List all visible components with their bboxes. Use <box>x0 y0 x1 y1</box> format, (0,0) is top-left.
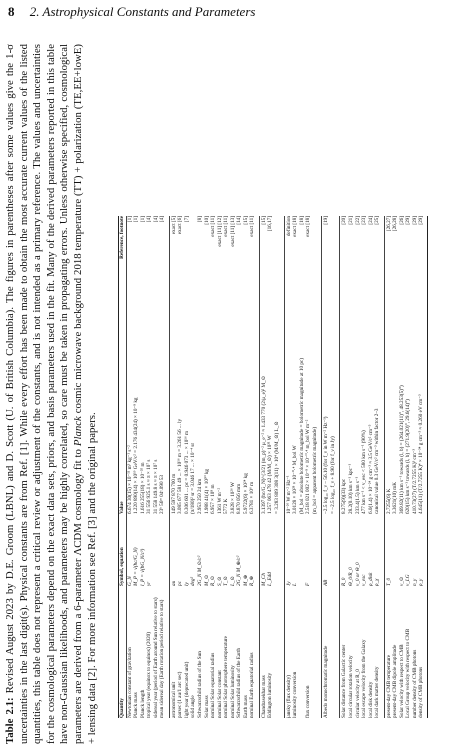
cell-quantity: local dark matter density <box>374 666 381 718</box>
cell-symbol <box>274 514 281 586</box>
cell-value: 6.0(1.4) × 10⁻²⁴ g cm⁻³ ≈ 3.5 GeV/c² cm⁻³ <box>367 424 374 514</box>
cell-value: 3.085 677 581 49 ... × 10¹⁶ m = 3.261 56 ... ly <box>177 418 184 514</box>
cell-reference: [15] <box>260 216 267 225</box>
cell-value: 0.306 601 ... pc = 0.946 073 ... × 10¹⁶ m <box>183 431 190 514</box>
cell-value: (M_bol = absolute bolometric magnitude = bolometric magnitude at 10 pc) <box>298 358 305 514</box>
cell-reference: [4] <box>159 216 166 223</box>
cell-symbol: 2G_N M_⊙/c² <box>197 555 204 586</box>
cell-reference: exact [6] <box>177 216 184 235</box>
cell-value: 5.9722(6) × 10²⁴ kg <box>242 473 249 514</box>
cell-symbol: F <box>305 582 312 586</box>
cell-reference: [24] <box>367 216 374 225</box>
table-row <box>330 216 337 718</box>
cell-value: canonical value 0.3 GeV/c² cm⁻³ within factor 2–3 <box>374 408 381 514</box>
cell-value: (m_bol = apparent bolometric magnitude) <box>311 426 318 514</box>
cell-reference <box>312 216 319 266</box>
cell-reference: [4] <box>152 216 159 223</box>
cell-symbol: yr <box>146 581 153 586</box>
cell-value: 28.2(0.10) km s⁻¹ kpc⁻¹ <box>347 463 354 514</box>
cell-reference: [16,17] <box>267 216 274 232</box>
cell-quantity: circular velocity at R_0 <box>354 669 361 718</box>
cell-value: 369.82(11) km s⁻¹ towards (l, b) = (264.021(11)°, 48.253(5)°) <box>398 385 405 514</box>
cell-symbol: T_⊙ <box>223 576 230 586</box>
cell-symbol: deg² <box>190 576 197 586</box>
table-group <box>169 216 256 718</box>
cell-symbol: R_0 <box>341 577 348 586</box>
cell-quantity: Solar distance from Galactic center <box>341 644 348 718</box>
cell-reference: [26,27] <box>385 216 392 232</box>
cell-quantity <box>330 586 337 718</box>
cell-symbol: L_Edd <box>267 572 274 586</box>
cell-reference: [20] <box>341 216 348 225</box>
cell-reference: [4] <box>146 216 153 223</box>
col-header-symbol: Symbol, equation <box>119 547 125 586</box>
cell-quantity: nominal Solar equatorial radius <box>210 652 217 718</box>
cell-quantity: sidereal year (period of Earth around Sun relative to stars) <box>152 597 159 718</box>
cell-symbol: au <box>170 580 177 586</box>
cell-reference: exact [18] <box>305 216 312 237</box>
cell-symbol: AB <box>323 579 330 586</box>
cell-reference <box>330 216 337 266</box>
cell-value: 233.4(1.5) km s⁻¹ <box>354 476 361 514</box>
cell-symbol: ly <box>183 582 190 586</box>
cell-quantity: Schwarzschild radius of the Earth <box>236 647 243 718</box>
cell-reference: [21] <box>347 216 354 225</box>
cell-symbol: R_⊕ <box>249 575 256 586</box>
cell-value: 10⁻²⁶ W m⁻² Hz⁻¹ <box>285 475 292 514</box>
cell-reference: exact [18] <box>292 216 299 237</box>
cell-quantity: solid angle <box>190 695 197 718</box>
cell-quantity <box>312 586 319 718</box>
cell-symbol: S_⊙ <box>216 576 223 586</box>
cell-reference: [25] <box>374 216 381 225</box>
cell-reference: [1] <box>139 216 146 223</box>
cell-quantity: tropical year (equinox to equinox) (2020) <box>146 632 153 718</box>
table-row <box>274 216 281 718</box>
cell-reference: [29] <box>405 216 412 225</box>
cell-symbol: M_P = √(ħc/G_N) <box>133 547 140 586</box>
cell-symbol: v_LG <box>405 574 412 586</box>
cell-quantity: flux conversion <box>305 685 312 718</box>
table-row <box>418 216 425 718</box>
col-header-reference: Reference, footnote <box>119 216 125 259</box>
cell-value: = −2.5 log₁₀ f_ν + 8.90 (for f_ν in Jy) <box>329 436 336 514</box>
cell-quantity: local circular rotation velocity <box>347 655 354 718</box>
col-header-value: Value <box>119 501 125 514</box>
cell-quantity: local disk density <box>367 681 374 718</box>
constants-table <box>118 216 428 718</box>
cell-quantity: nominal Solar luminosity <box>229 665 236 718</box>
cell-value: 2.953 250 24 km <box>197 478 204 514</box>
cell-quantity: mean sidereal day (Earth rotation period relative to stars) <box>159 599 166 718</box>
cell-quantity: astronomical unit <box>170 681 177 718</box>
cell-reference: exact [11] [12] <box>216 216 223 247</box>
cell-symbol <box>330 514 337 586</box>
cell-symbol: l_P = √(ħG_N/c³) <box>139 548 146 586</box>
table-row <box>249 216 256 718</box>
caption-text: Revised August 2023 by D.E. Groom (LBNL) and D. Scott (U. of British Columbia). The figures in parentheses after some values give the 1-σ uncertainties in the last digit(s). Physical constants are from Ref. [1]. While every effort has been made to obtain the most accurate current values of the listed quantities, this table does not represent a critical review or adjustment of the constants, and is not intended as a primary reference. The values and uncertainties for the cosmological parameters depend on the exact data sets, priors, and basis parameters used in the fit. Many of the derived parameters reported in this table have non-Gaussian likelihoods, and parameters may be highly correlated, so care must be taken in propagating errors. Unless otherwise specified, cosmological parameters are derived from a 6-parameter ΛCDM cosmology fit to <box>4 44 84 744</box>
cell-symbol: v_esc <box>361 574 368 586</box>
cell-value: 477 km s⁻¹ < v_esc < 580 km s⁻¹ (90%) <box>361 430 368 514</box>
cell-quantity: present-day CMB dipole amplitude <box>392 644 399 718</box>
cell-value: 1.988 41(4) × 10³⁰ kg <box>203 468 210 514</box>
cell-value: 8.275(9)(33) kpc <box>341 478 348 514</box>
cell-value: 410.73(27) (T/2.7255 K)³ cm⁻³ <box>411 448 418 514</box>
cell-reference: [19] <box>323 216 330 225</box>
table-group <box>127 216 166 718</box>
cell-value: 149 597 870 700 m <box>170 473 177 514</box>
cell-symbol: M_⊕ <box>242 574 249 586</box>
cell-value: (π/180)² sr = 3.046 17 ... × 10⁻⁴ sr <box>190 442 197 514</box>
cell-value: 5772 K <box>223 498 230 514</box>
cell-reference: [10] <box>203 216 210 225</box>
cell-quantity: jansky (flux density) <box>285 675 292 718</box>
cell-value: 8.870 056 mm <box>236 483 243 514</box>
cell-symbol: Θ_0/R_0 <box>347 567 354 586</box>
cell-value: 2.518 021 002 × 10⁻⁸ × 10⁻⁰·⁴ m_bol W m⁻² <box>305 419 312 514</box>
cell-reference: [1] <box>133 216 140 223</box>
table-group <box>284 216 319 718</box>
page-number: 8 <box>8 4 15 19</box>
col-header-quantity: Quantity <box>119 698 125 718</box>
cell-reference: [18] <box>298 216 305 225</box>
cell-reference: [7] <box>183 216 190 223</box>
cell-symbol: R_⊙ <box>210 575 217 586</box>
caption-planck: Planck <box>71 416 84 447</box>
cell-reference: [1] <box>126 216 133 223</box>
cell-quantity: Local Group velocity with respect to CMB <box>405 628 412 718</box>
cell-quantity: Eddington luminosity <box>267 672 274 718</box>
cell-quantity: Earth mass <box>242 695 249 718</box>
cell-symbol: v_0 or Θ_0 <box>354 562 361 586</box>
cell-value: 31 556 925.1 s ≈ π × 10⁷ s <box>146 459 153 514</box>
table-group <box>259 216 281 718</box>
cell-reference: exact [11] <box>249 216 256 237</box>
cell-quantity: Newtonian constant of gravitation <box>126 647 133 718</box>
cell-reference: exact [11] [13] <box>229 216 236 247</box>
cell-value: 3.3621(10) mK <box>392 482 399 514</box>
cell-value: 6.957 × 10⁸ m <box>210 484 217 514</box>
cell-value: 620(15) km s⁻¹ towards (l, b) = (271.9(20)°, 29.6(14)°) <box>405 399 412 514</box>
cell-value: 6.3781 × 10⁶ m <box>249 481 256 514</box>
cell-value: −2.5 log₁₀ f_ν − 56.10 (for f_ν in W m⁻² Hz⁻¹) <box>323 416 330 514</box>
cell-quantity: Solar velocity with respect to CMB <box>398 644 405 718</box>
cell-quantity: Planck mass <box>133 692 140 718</box>
cell-reference: [23] <box>361 216 368 225</box>
cell-quantity: present-day CMB temperature <box>385 654 392 718</box>
cell-reference: definition <box>285 216 292 237</box>
table-row <box>312 216 319 718</box>
cell-reference: exact [5] <box>170 216 177 235</box>
cell-reference: [8] <box>197 216 204 223</box>
cell-symbol: Jy <box>285 581 292 586</box>
cell-quantity: light year (deprecated unit) <box>183 661 190 718</box>
cell-value: = 3.283 809 308 3(11) × 10⁴ (M/M_⊙) L_⊙ <box>274 421 281 514</box>
cell-symbol <box>159 514 166 586</box>
caption-label: Table 2.1: <box>4 697 16 744</box>
cell-value: 6.674 30(15) × 10⁻¹¹ m³ kg⁻¹ s⁻² <box>126 445 133 514</box>
cell-reference: [26,28] <box>392 216 399 232</box>
cell-value: 3.1397 (h̄c/G_N)^{3/2} (m_p)⁻² μ_e⁻² ≈ 1.433 770 (2/μ_e)² M_⊙ <box>260 375 267 514</box>
cell-symbol: M_Ch <box>260 573 267 586</box>
cell-symbol: pc <box>177 581 184 586</box>
cell-quantity: Chandrasekhar mass <box>260 675 267 718</box>
cell-value: 2.7255(6) K <box>385 488 392 514</box>
cell-quantity: nominal Solar photosphere temperature <box>223 636 230 718</box>
cell-value: 3.0128 × 10²⁸ × 10⁻⁰·⁴ M_bol W <box>292 445 299 514</box>
cell-reference: exact [11] <box>223 216 230 237</box>
cell-value: 1361 W m⁻² <box>216 487 223 514</box>
cell-symbol: L_⊙ <box>229 576 236 586</box>
cell-quantity: parsec (1 au/1 arc sec) <box>177 671 184 718</box>
cell-value: 23ʰ 56ᵐ 04ˢ.090 53 <box>159 474 166 514</box>
cell-reference <box>274 216 281 266</box>
cell-quantity: Schwarzschild radius of the Sun <box>197 651 204 718</box>
cell-reference: exact [11] <box>210 216 217 237</box>
cell-quantity: Albedo monochromatic magnitude <box>323 645 330 718</box>
table-caption <box>4 44 99 744</box>
cell-quantity: nominal Solar constant <box>216 670 223 718</box>
table-group <box>321 216 336 718</box>
table-body <box>127 216 425 718</box>
cell-quantity: local escape velocity from the Galaxy <box>361 639 368 718</box>
cell-quantity: density of CMB photons <box>418 666 425 718</box>
cell-quantity: Planck length <box>139 689 146 718</box>
cell-symbol <box>312 514 319 586</box>
cell-reference: [22] <box>354 216 361 225</box>
cell-reference: [29] <box>418 216 425 225</box>
cell-value: 1.257 063 478 42 (M/M_⊙) × 10³¹ W <box>267 435 274 514</box>
cell-quantity: nominal Earth equatorial radius <box>249 652 256 718</box>
cell-value: 1.220 890(14) × 10¹⁹ GeV/c² = 2.176 434(24) × 10⁻⁸ kg <box>133 397 140 514</box>
cell-reference: [29] <box>411 216 418 225</box>
cell-reference: [14] <box>236 216 243 225</box>
cell-symbol: L <box>292 583 299 586</box>
cell-quantity: luminosity conversion <box>292 671 299 718</box>
cell-value: 1.616 255(18) × 10⁻³⁵ m <box>139 462 146 514</box>
table-group <box>339 216 380 718</box>
page-header <box>8 4 255 20</box>
cell-quantity <box>274 586 281 718</box>
cell-symbol: G_N <box>126 576 133 586</box>
cell-symbol: T_0 <box>385 577 392 586</box>
cell-symbol: M_⊙ <box>203 574 210 586</box>
cell-value: 4.645(11) (T/2.7255 K)⁴ × 10⁻³⁴ g cm⁻³ ≈ 0.260 eV cm⁻³ <box>418 394 425 514</box>
cell-reference: [15] <box>242 216 249 225</box>
table-row <box>159 216 166 718</box>
cell-quantity: Solar mass <box>203 695 210 718</box>
caption-text-end: cosmic microwave background 2018 temperature (TT) + polarization (TE,EE+lowE) + lensing data [2]. For more information see Ref. [3] and the original papers. <box>71 44 98 744</box>
cell-symbol: ρ_χ <box>374 578 381 586</box>
cell-symbol: v_⊙ <box>398 576 405 586</box>
cell-symbol: 2G_N M_⊕/c² <box>236 555 243 586</box>
chapter-title: 2. Astrophysical Constants and Parameters <box>29 4 256 19</box>
cell-symbol: ρ_disk <box>367 572 374 586</box>
cell-value: 3.828 × 10²⁶ W <box>229 482 236 514</box>
cell-value: 31 558 149.8 s ≈ π × 10⁷ s <box>152 459 159 514</box>
cell-symbol: n_γ <box>411 578 418 586</box>
cell-symbol: ρ_γ <box>418 578 425 586</box>
cell-reference: [26] <box>398 216 405 225</box>
cell-quantity: number density of CMB photons <box>411 649 418 718</box>
table-header-row <box>119 216 126 718</box>
table-row <box>374 216 381 718</box>
table-group <box>384 216 425 718</box>
